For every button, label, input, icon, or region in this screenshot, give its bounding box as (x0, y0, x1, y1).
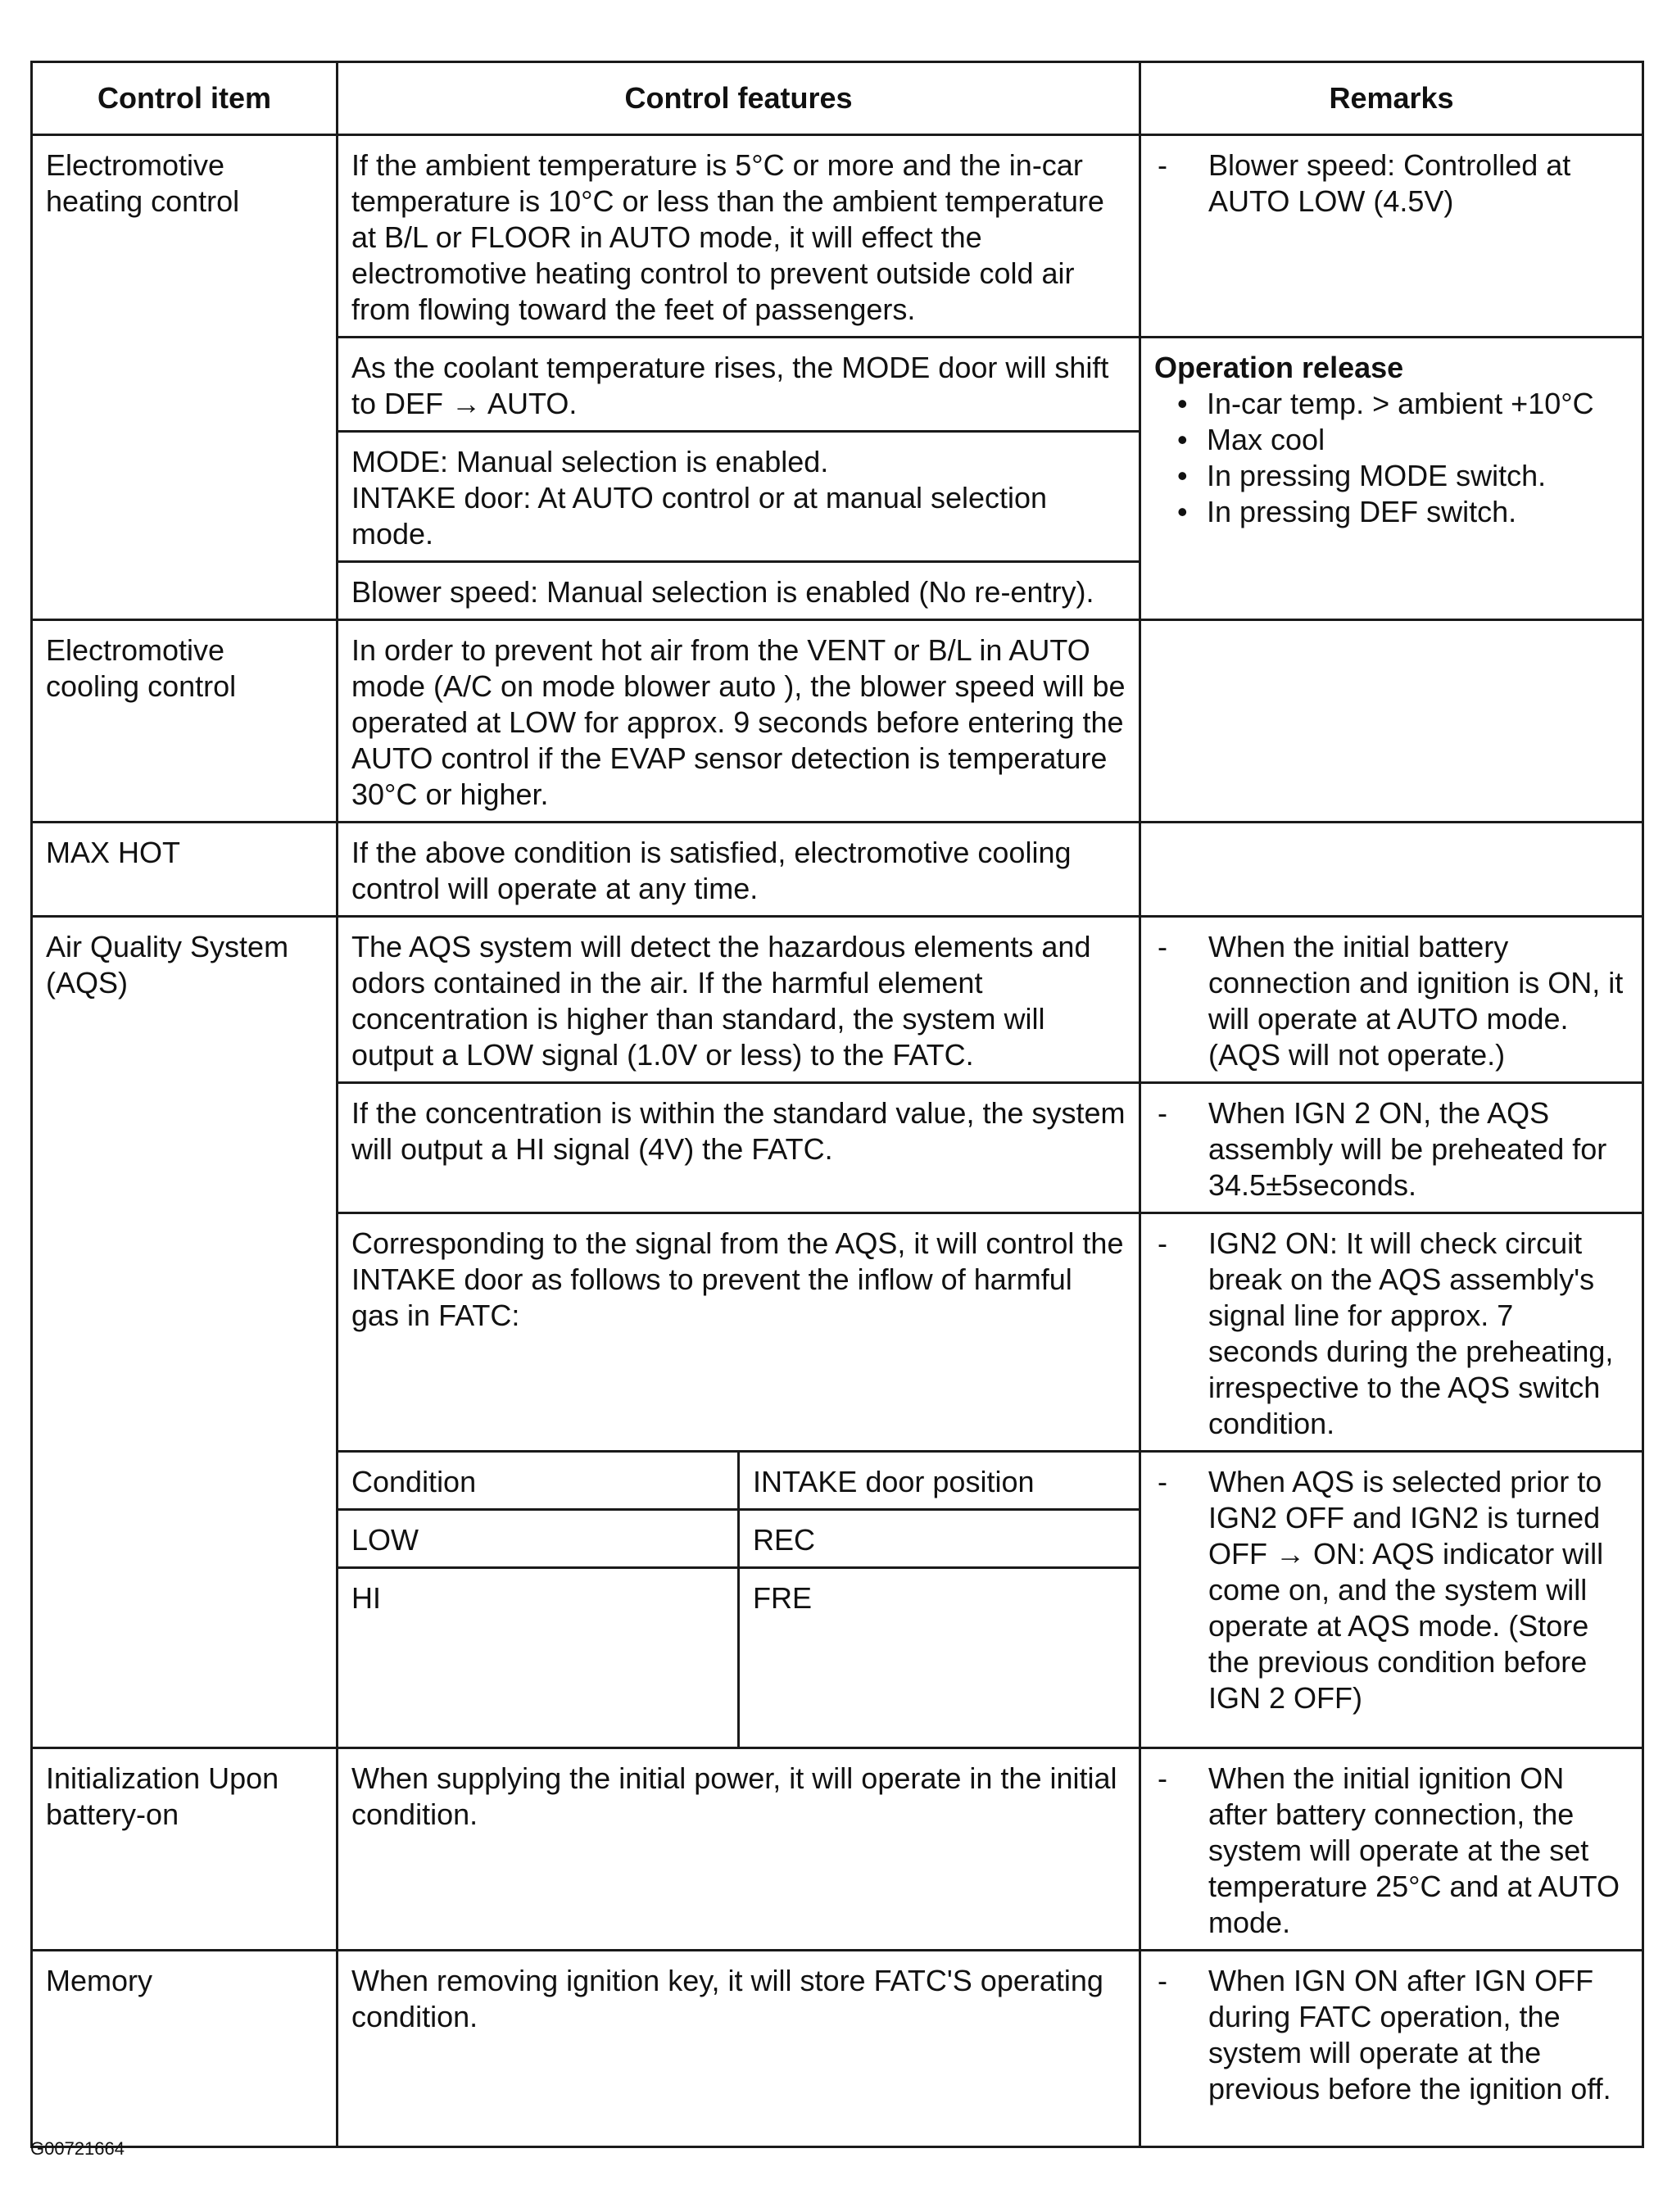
figure-id: G00721664 (30, 2138, 125, 2159)
remark-text: Blower speed: Controlled at AUTO LOW (4.5V) (1208, 148, 1571, 218)
feature-initialization: When supplying the initial power, it will operate in the initial condition. (338, 1748, 1140, 1951)
item-heating: Electromotive heating control (32, 135, 338, 620)
sub-header-intake-position: INTAKE door position (739, 1452, 1140, 1510)
operation-release-list (1154, 386, 1630, 530)
remark-text: When the initial ignition ON after battery connection, the system will operate at the set temperature 25°C and at AUTO mode. (1208, 1761, 1620, 1939)
header-control-item: Control item (32, 62, 338, 135)
remark-text: When the initial battery connection and ignition is ON, it will operate at AUTO mode. (AQS will not operate.) (1208, 930, 1624, 1072)
operation-release-title: Operation release (1154, 351, 1404, 384)
list-item: • In-car temp. > ambient +10°C (1177, 387, 1594, 420)
feature-aqs-2: If the concentration is within the standard value, the system will output a HI signal (4V) the FATC. (338, 1083, 1140, 1213)
table-row (32, 620, 1643, 823)
feature-aqs-1: The AQS system will detect the hazardous elements and odors contained in the air. If the harmful element concentration is higher than standard, the system will output a LOW signal (1.0V or less) to the FATC. (338, 917, 1140, 1083)
feature-memory: When removing ignition key, it will store FATC'S operating condition. (338, 1951, 1140, 2147)
remark-aqs-2: - When IGN 2 ON, the AQS assembly will be preheated for 34.5±5seconds. (1140, 1083, 1643, 1213)
remark-text: When IGN ON after IGN OFF during FATC operation, the system will operate at the previous before the ignition off. (1208, 1964, 1611, 2105)
table-row (32, 917, 1643, 1083)
feature-heating-3: MODE: Manual selection is enabled. INTAKE door: At AUTO control or at manual selection mode. (338, 432, 1140, 562)
remark-memory: - When IGN ON after IGN OFF during FATC operation, the system will operate at the previous before the ignition off. (1140, 1951, 1643, 2147)
remark-operation-release (1140, 338, 1643, 620)
table-row (32, 1951, 1643, 2147)
remark-aqs-1: - When the initial battery connection and ignition is ON, it will operate at AUTO mode. (AQS will not operate.) (1140, 917, 1643, 1083)
remark-text: When AQS is selected prior to IGN2 OFF and IGN2 is turned OFF → ON: AQS indicator will come on, and the system will operate at AQS mode. (Store the previous condition before IGN 2 OFF) (1208, 1465, 1604, 1715)
item-cooling: Electromotive cooling control (32, 620, 338, 823)
list-item: • In pressing MODE switch. (1177, 459, 1547, 492)
remark-text: IGN2 ON: It will check circuit break on the AQS assembly's signal line for approx. 7 seconds during the preheating, irrespective to the AQS switch condition. (1208, 1226, 1614, 1440)
item-aqs: Air Quality System (AQS) (32, 917, 338, 1748)
sub-cell-condition: LOW (338, 1510, 739, 1568)
feature-heating-1: If the ambient temperature is 5°C or more and the in-car temperature is 10°C or less than the ambient temperature at B/L or FLOOR in AUTO mode, it will effect the electromotive heating control to prevent outside cold air from flowing toward the feet of passengers. (338, 135, 1140, 338)
item-maxhot: MAX HOT (32, 823, 338, 917)
table-row (32, 135, 1643, 338)
dash-mark: - (1158, 148, 1168, 182)
table-header-row (32, 62, 1643, 135)
table-row (32, 1748, 1643, 1951)
item-memory: Memory (32, 1951, 338, 2147)
remark-text: When IGN 2 ON, the AQS assembly will be preheated for 34.5±5seconds. (1208, 1096, 1607, 1202)
sub-cell-position: FRE (739, 1568, 1140, 1748)
list-item: • In pressing DEF switch. (1177, 495, 1517, 528)
list-item: • Max cool (1177, 423, 1325, 456)
remark-cooling-empty (1140, 620, 1643, 823)
control-table-document (30, 61, 1642, 2109)
remark-aqs-3: - IGN2 ON: It will check circuit break on the AQS assembly's signal line for approx. 7 seconds during the preheating, irrespective to the AQS switch condition. (1140, 1213, 1643, 1452)
feature-maxhot: If the above condition is satisfied, electromotive cooling control will operate at any time. (338, 823, 1140, 917)
remark-aqs-4: - When AQS is selected prior to IGN2 OFF and IGN2 is turned OFF → ON: AQS indicator will come on, and the system will operate at AQS mode. (Store the previous condition before IGN 2 OFF) (1140, 1452, 1643, 1748)
control-table (30, 61, 1644, 2148)
feature-aqs-3: Corresponding to the signal from the AQS, it will control the INTAKE door as follows to prevent the inflow of harmful gas in FATC: (338, 1213, 1140, 1452)
table-row (32, 823, 1643, 917)
feature-heating-4: Blower speed: Manual selection is enabled (No re-entry). (338, 562, 1140, 620)
header-control-features: Control features (338, 62, 1140, 135)
remark-initialization: - When the initial ignition ON after battery connection, the system will operate at the set temperature 25°C and at AUTO mode. (1140, 1748, 1643, 1951)
sub-cell-condition: HI (338, 1568, 739, 1748)
sub-cell-position: REC (739, 1510, 1140, 1568)
feature-cooling: In order to prevent hot air from the VENT or B/L in AUTO mode (A/C on mode blower auto ), the blower speed will be operated at LOW for approx. 9 seconds before entering the AUTO control if the EVAP sensor detection is temperature 30°C or higher. (338, 620, 1140, 823)
feature-heating-2: As the coolant temperature rises, the MODE door will shift to DEF → AUTO. (338, 338, 1140, 432)
item-initialization: Initialization Upon battery-on (32, 1748, 338, 1951)
remark-maxhot-empty (1140, 823, 1643, 917)
remark-heating-1 (1140, 135, 1643, 338)
sub-header-condition: Condition (338, 1452, 739, 1510)
header-remarks: Remarks (1140, 62, 1643, 135)
